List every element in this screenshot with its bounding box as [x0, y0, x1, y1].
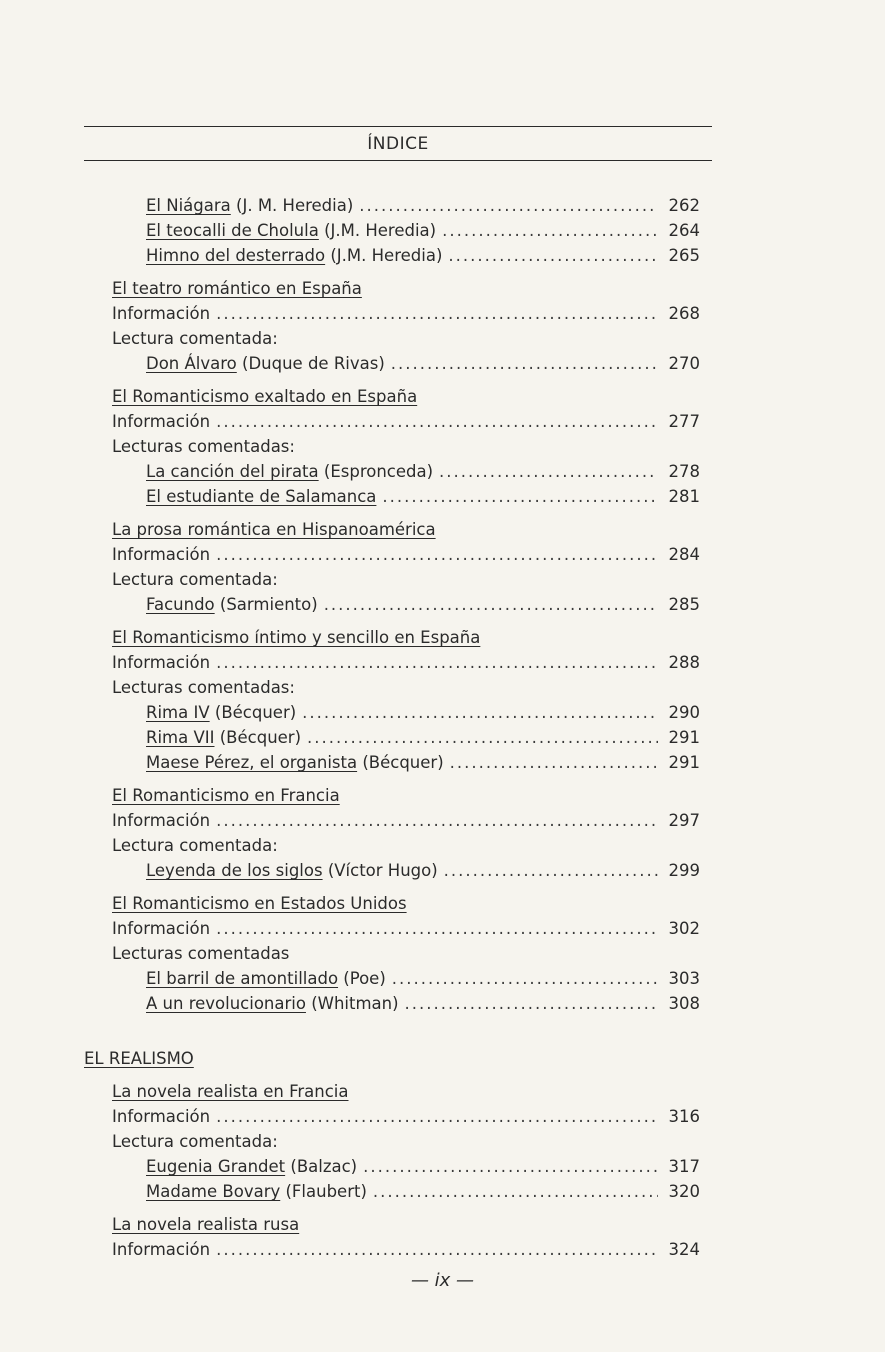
toc-chapter-heading-text: El Romanticismo exaltado en España	[112, 387, 418, 406]
toc-entry-title	[146, 994, 399, 1013]
toc-entry-title	[146, 1157, 357, 1176]
toc-entry-detail: Información	[112, 653, 211, 672]
dot-leader	[392, 969, 658, 988]
toc-page-number: 297	[668, 811, 700, 830]
toc-page-number: 265	[668, 246, 700, 265]
toc-entry-detail: Información	[112, 304, 211, 323]
toc-chapter-heading-text: La novela realista en Francia	[112, 1082, 349, 1101]
toc-section-heading	[84, 1049, 700, 1074]
toc-chapter-heading-text: El Romanticismo en Estados Unidos	[112, 894, 407, 913]
toc-entry	[84, 462, 700, 487]
toc-page-number: 288	[668, 653, 700, 672]
toc-entry-detail: Información	[112, 1107, 211, 1126]
dot-leader	[359, 196, 658, 215]
page-title: ÍNDICE	[367, 134, 429, 154]
toc-chapter-heading-text: El Romanticismo íntimo y sencillo en España	[112, 628, 481, 647]
toc-page-number: 284	[668, 545, 700, 564]
toc-chapter-heading-text: La novela realista rusa	[112, 1215, 300, 1234]
dot-leader	[216, 811, 658, 830]
toc-entry	[84, 861, 700, 886]
toc-reading-label: Lecturas comentadas	[112, 944, 290, 963]
toc-entry	[84, 595, 700, 620]
toc-reading-label: Lectura comentada:	[112, 1132, 278, 1151]
toc-entry	[84, 196, 700, 221]
dot-leader	[382, 487, 658, 506]
toc-entry	[84, 811, 700, 836]
dot-leader	[216, 304, 658, 323]
toc-entry	[84, 412, 700, 437]
toc-entry-title	[112, 1240, 210, 1259]
dot-leader	[216, 1107, 658, 1126]
toc-page-number: 316	[668, 1107, 700, 1126]
toc-entry	[84, 1157, 700, 1182]
toc-page-number: 270	[668, 354, 700, 373]
toc-entry-title	[146, 595, 318, 614]
toc-work-title: El teocalli de Cholula	[146, 221, 319, 240]
toc-reading-label: Lecturas comentadas:	[112, 678, 295, 697]
toc-entry-detail: (Víctor Hugo)	[322, 861, 438, 880]
toc-entry	[84, 487, 700, 512]
toc-entry	[84, 354, 700, 379]
toc-entry-detail: Información	[112, 919, 211, 938]
toc-entry-detail: (Bécquer)	[214, 728, 302, 747]
toc-page-number: 291	[668, 753, 700, 772]
toc-entry-detail: (J.M. Heredia)	[325, 246, 443, 265]
toc-entry	[84, 728, 700, 753]
toc-entry-title	[146, 196, 353, 215]
toc-entry	[84, 703, 700, 728]
toc-page-number: 291	[668, 728, 700, 747]
toc-page-number: 281	[668, 487, 700, 506]
toc-reading-label: Lectura comentada:	[112, 836, 278, 855]
dot-leader	[216, 412, 658, 431]
dot-leader	[405, 994, 658, 1013]
toc-entry-title	[112, 545, 210, 564]
header-rule-top	[84, 126, 712, 127]
toc-entry-title	[146, 354, 385, 373]
toc-work-title: El barril de amontillado	[146, 969, 339, 988]
toc-entry-detail: (Espronceda)	[318, 462, 434, 481]
toc-entry-detail: (Poe)	[338, 969, 386, 988]
toc-entry-detail: (Bécquer)	[357, 753, 444, 772]
toc-entry	[84, 246, 700, 271]
toc-entry	[84, 221, 700, 246]
toc-entry-title	[146, 703, 296, 722]
toc-entry-detail: Información	[112, 545, 211, 564]
toc-chapter-heading	[84, 1082, 700, 1107]
toc-work-title: La canción del pirata	[146, 462, 319, 481]
toc-page-number: 268	[668, 304, 700, 323]
toc-chapter-heading	[84, 786, 700, 811]
toc-entry-title	[146, 487, 376, 506]
dot-leader	[216, 1240, 658, 1259]
toc-page-number: 277	[668, 412, 700, 431]
toc-entry-title	[112, 811, 210, 830]
toc-entry-detail: (Bécquer)	[209, 703, 297, 722]
toc-page-number: 308	[668, 994, 700, 1013]
dot-leader	[216, 545, 658, 564]
toc-entry-title	[112, 919, 210, 938]
toc-work-title: Leyenda de los siglos	[146, 861, 323, 880]
toc-chapter-heading	[84, 894, 700, 919]
toc-entry-title	[146, 753, 444, 772]
toc-entry-detail: (Flaubert)	[280, 1182, 367, 1201]
dot-leader	[373, 1182, 658, 1201]
toc-entry	[84, 1240, 700, 1265]
toc-work-title: Don Álvaro	[146, 354, 237, 373]
toc-reading-label: Lectura comentada:	[112, 570, 278, 589]
toc-entry	[84, 969, 700, 994]
toc-work-title: El estudiante de Salamanca	[146, 487, 377, 506]
toc-chapter-heading-text: El teatro romántico en España	[112, 279, 362, 298]
toc-chapter-heading	[84, 1215, 700, 1240]
toc-entry-title	[146, 462, 433, 481]
toc-page-number: 317	[668, 1157, 700, 1176]
toc-page-number: 264	[668, 221, 700, 240]
toc-entry-detail: (Balzac)	[285, 1157, 358, 1176]
toc-chapter-heading-text: El Romanticismo en Francia	[112, 786, 340, 805]
toc-entry-title	[146, 1182, 367, 1201]
toc-entry-title	[112, 653, 210, 672]
dot-leader	[444, 861, 658, 880]
toc-entry-title	[112, 304, 210, 323]
table-of-contents	[84, 196, 700, 1265]
toc-page-number: 299	[668, 861, 700, 880]
toc-entry	[84, 919, 700, 944]
toc-entry-title	[112, 412, 210, 431]
toc-entry-detail: (Duque de Rivas)	[236, 354, 385, 373]
toc-page-number: 324	[668, 1240, 700, 1259]
dot-leader	[216, 653, 658, 672]
toc-work-title: Rima VII	[146, 728, 215, 747]
toc-entry-detail: (J. M. Heredia)	[230, 196, 354, 215]
toc-entry	[84, 653, 700, 678]
header-rule-bottom	[84, 160, 712, 161]
toc-entry-title	[146, 728, 301, 747]
toc-entry	[84, 304, 700, 329]
dot-leader	[216, 919, 658, 938]
dot-leader	[442, 221, 658, 240]
toc-work-title: Maese Pérez, el organista	[146, 753, 358, 772]
toc-entry	[84, 1182, 700, 1207]
toc-entry-detail: (Whitman)	[305, 994, 399, 1013]
toc-page-number: 278	[668, 462, 700, 481]
toc-work-title: Facundo	[146, 595, 215, 614]
toc-chapter-heading	[84, 387, 700, 412]
toc-entry	[84, 994, 700, 1019]
toc-page-number: 303	[668, 969, 700, 988]
toc-chapter-heading	[84, 628, 700, 653]
dot-leader	[450, 753, 658, 772]
toc-work-title: Madame Bovary	[146, 1182, 281, 1201]
toc-chapter-heading	[84, 279, 700, 304]
toc-chapter-heading	[84, 520, 700, 545]
dot-leader	[324, 595, 658, 614]
toc-work-title: Eugenia Grandet	[146, 1157, 286, 1176]
toc-entry-detail: (J.M. Heredia)	[318, 221, 437, 240]
dot-leader	[448, 246, 658, 265]
toc-work-title: El Niágara	[146, 196, 231, 215]
toc-entry	[84, 1107, 700, 1132]
toc-work-title: Himno del desterrado	[146, 246, 326, 265]
dot-leader	[307, 728, 658, 747]
toc-chapter-heading-text: La prosa romántica en Hispanoamérica	[112, 520, 436, 539]
toc-page-number: 290	[668, 703, 700, 722]
page-number: — ix —	[410, 1270, 475, 1291]
toc-reading-label: Lecturas comentadas:	[112, 437, 295, 456]
dot-leader	[302, 703, 658, 722]
toc-page-number: 320	[668, 1182, 700, 1201]
toc-entry	[84, 545, 700, 570]
toc-entry-title	[146, 969, 386, 988]
toc-entry-title	[146, 221, 436, 240]
toc-reading-label: Lectura comentada:	[112, 329, 278, 348]
toc-page-number: 262	[668, 196, 700, 215]
toc-entry-title	[146, 246, 442, 265]
toc-entry-detail: Información	[112, 1240, 211, 1259]
toc-entry-detail: (Sarmiento)	[214, 595, 318, 614]
dot-leader	[439, 462, 658, 481]
dot-leader	[363, 1157, 658, 1176]
toc-entry-title	[146, 861, 438, 880]
toc-entry-title	[112, 1107, 210, 1126]
toc-page-number: 302	[668, 919, 700, 938]
dot-leader	[391, 354, 658, 373]
toc-section-heading-text: EL REALISMO	[84, 1049, 194, 1068]
toc-entry-detail: Información	[112, 412, 211, 431]
toc-entry	[84, 753, 700, 778]
toc-work-title: Rima IV	[146, 703, 210, 722]
toc-page-number: 285	[668, 595, 700, 614]
toc-entry-detail: Información	[112, 811, 211, 830]
toc-work-title: A un revolucionario	[146, 994, 306, 1013]
